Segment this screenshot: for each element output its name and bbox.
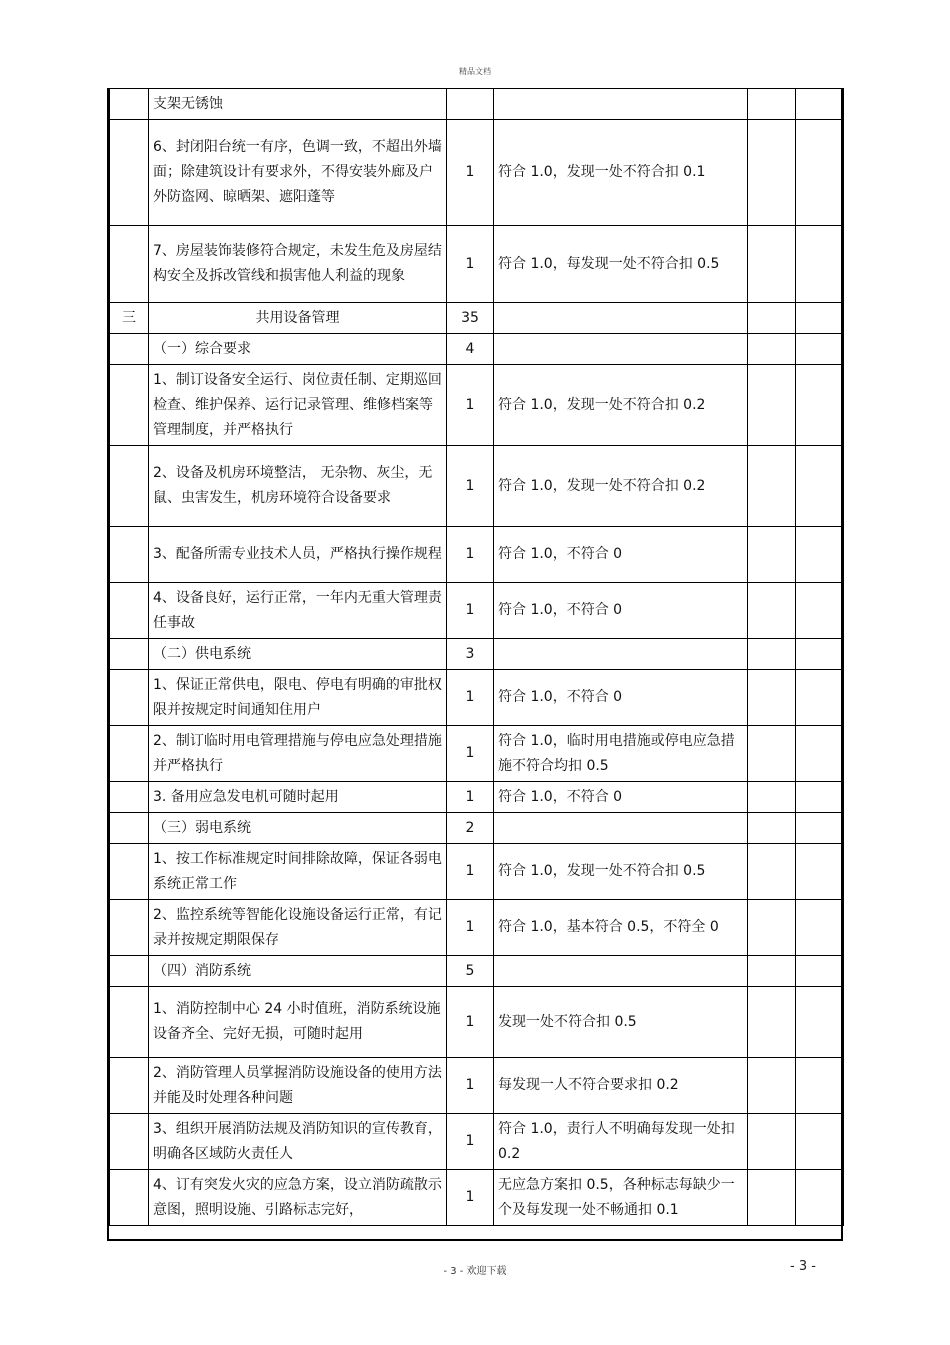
row-score: 1 (447, 844, 494, 900)
row-check-2 (796, 1114, 844, 1170)
row-score: 1 (447, 1058, 494, 1114)
table-row (110, 303, 844, 334)
row-check-2 (796, 303, 844, 334)
row-check-2 (796, 956, 844, 987)
table-row (110, 334, 844, 365)
table-row (110, 120, 844, 226)
row-item: 共用设备管理 (149, 303, 447, 334)
row-standard: 符合 1.0，发现一处不符合扣 0.1 (494, 120, 748, 226)
table-row (110, 726, 844, 782)
row-score (447, 89, 494, 120)
row-check-1 (748, 334, 796, 365)
row-check-2 (796, 900, 844, 956)
row-standard: 符合 1.0，责行人不明确每发现一处扣 0.2 (494, 1114, 748, 1170)
row-score: 3 (447, 639, 494, 670)
row-score: 1 (447, 900, 494, 956)
table-row (110, 365, 844, 446)
row-number (110, 1058, 149, 1114)
row-item: 3、配备所需专业技术人员，严格执行操作规程 (149, 527, 447, 583)
row-standard: 符合 1.0，基本符合 0.5，不符全 0 (494, 900, 748, 956)
row-score: 1 (447, 670, 494, 726)
row-standard: 符合 1.0，不符合 0 (494, 527, 748, 583)
row-check-1 (748, 446, 796, 527)
row-standard (494, 639, 748, 670)
row-number: 三 (110, 303, 149, 334)
row-check-1 (748, 956, 796, 987)
row-check-1 (748, 1170, 796, 1226)
row-number (110, 89, 149, 120)
row-standard: 每发现一人不符合要求扣 0.2 (494, 1058, 748, 1114)
row-score: 4 (447, 334, 494, 365)
row-number (110, 1170, 149, 1226)
row-check-2 (796, 1170, 844, 1226)
row-check-2 (796, 226, 844, 303)
row-score: 1 (447, 1114, 494, 1170)
row-score: 1 (447, 583, 494, 639)
row-number (110, 639, 149, 670)
row-standard (494, 956, 748, 987)
row-item: （三）弱电系统 (149, 813, 447, 844)
row-check-1 (748, 583, 796, 639)
table-row (110, 639, 844, 670)
row-check-2 (796, 446, 844, 527)
row-score: 1 (447, 527, 494, 583)
row-standard: 无应急方案扣 0.5，各种标志每缺少一个及每发现一处不畅通扣 0.1 (494, 1170, 748, 1226)
row-standard: 符合 1.0，发现一处不符合扣 0.2 (494, 365, 748, 446)
row-check-1 (748, 900, 796, 956)
header-label: 精品文档 (459, 67, 491, 76)
table-row (110, 1170, 844, 1226)
row-standard (494, 89, 748, 120)
row-number (110, 1114, 149, 1170)
row-item: 支架无锈蚀 (149, 89, 447, 120)
row-check-2 (796, 1058, 844, 1114)
row-number (110, 334, 149, 365)
row-number (110, 956, 149, 987)
row-score: 5 (447, 956, 494, 987)
row-check-2 (796, 987, 844, 1058)
row-standard (494, 303, 748, 334)
row-number (110, 446, 149, 527)
table-row (110, 782, 844, 813)
row-check-1 (748, 670, 796, 726)
row-number (110, 365, 149, 446)
row-check-1 (748, 89, 796, 120)
row-score: 1 (447, 987, 494, 1058)
row-check-2 (796, 844, 844, 900)
table-row (110, 226, 844, 303)
row-number (110, 226, 149, 303)
row-check-1 (748, 844, 796, 900)
row-score: 2 (447, 813, 494, 844)
row-item: 2、制订临时用电管理措施与停电应急处理措施并严格执行 (149, 726, 447, 782)
row-check-2 (796, 120, 844, 226)
footer-page-number: - 3 - (790, 1259, 816, 1274)
row-standard (494, 334, 748, 365)
row-standard: 符合 1.0，不符合 0 (494, 670, 748, 726)
row-check-2 (796, 782, 844, 813)
row-check-1 (748, 1114, 796, 1170)
row-standard: 符合 1.0，发现一处不符合扣 0.5 (494, 844, 748, 900)
row-item: 3. 备用应急发电机可随时起用 (149, 782, 447, 813)
row-check-1 (748, 527, 796, 583)
row-standard: 符合 1.0，不符合 0 (494, 583, 748, 639)
row-score: 1 (447, 446, 494, 527)
row-check-2 (796, 334, 844, 365)
footer-page-label: - 3 - 欢迎下载 (443, 1266, 507, 1277)
row-check-2 (796, 89, 844, 120)
table-row (110, 583, 844, 639)
row-item: （二）供电系统 (149, 639, 447, 670)
row-check-2 (796, 365, 844, 446)
row-score: 1 (447, 1170, 494, 1226)
row-standard: 发现一处不符合扣 0.5 (494, 987, 748, 1058)
row-item: （四）消防系统 (149, 956, 447, 987)
row-check-1 (748, 1058, 796, 1114)
scoring-table (107, 88, 843, 1241)
row-number (110, 120, 149, 226)
row-item: 4、订有突发火灾的应急方案，设立消防疏散示意图，照明设施、引路标志完好， (149, 1170, 447, 1226)
table-row (110, 956, 844, 987)
row-standard: 符合 1.0，每发现一处不符合扣 0.5 (494, 226, 748, 303)
row-check-1 (748, 120, 796, 226)
row-item: 1、按工作标准规定时间排除故障，保证各弱电系统正常工作 (149, 844, 447, 900)
row-standard: 符合 1.0，临时用电措施或停电应急措施不符合均扣 0.5 (494, 726, 748, 782)
row-check-1 (748, 726, 796, 782)
row-item: 1、消防控制中心 24 小时值班，消防系统设施设备齐全、完好无损，可随时起用 (149, 987, 447, 1058)
row-item: 2、监控系统等智能化设施设备运行正常，有记录并按规定期限保存 (149, 900, 447, 956)
row-check-2 (796, 813, 844, 844)
table-row (110, 670, 844, 726)
row-check-1 (748, 813, 796, 844)
row-number (110, 844, 149, 900)
row-standard: 符合 1.0，不符合 0 (494, 782, 748, 813)
row-item: 2、设备及机房环境整洁， 无杂物、灰尘，无鼠、虫害发生，机房环境符合设备要求 (149, 446, 447, 527)
row-standard: 符合 1.0，发现一处不符合扣 0.2 (494, 446, 748, 527)
table-row (110, 446, 844, 527)
row-number (110, 987, 149, 1058)
row-number (110, 583, 149, 639)
row-score: 35 (447, 303, 494, 334)
row-check-1 (748, 782, 796, 813)
row-score: 1 (447, 365, 494, 446)
row-number (110, 527, 149, 583)
row-item: 7、房屋装饰装修符合规定，未发生危及房屋结构安全及拆改管线和损害他人利益的现象 (149, 226, 447, 303)
table-row (110, 527, 844, 583)
row-check-2 (796, 670, 844, 726)
row-item: 1、保证正常供电，限电、停电有明确的审批权限并按规定时间通知住用户 (149, 670, 447, 726)
row-check-1 (748, 365, 796, 446)
row-number (110, 900, 149, 956)
table-row (110, 1058, 844, 1114)
table-row (110, 900, 844, 956)
row-standard (494, 813, 748, 844)
row-score: 1 (447, 726, 494, 782)
table-row (110, 813, 844, 844)
table-row (110, 844, 844, 900)
row-item: 6、封闭阳台统一有序，色调一致，不超出外墙面；除建筑设计有要求外，不得安装外廊及户外防盗网、晾晒架、遮阳蓬等 (149, 120, 447, 226)
row-check-1 (748, 303, 796, 334)
row-item: （一）综合要求 (149, 334, 447, 365)
table-row (110, 987, 844, 1058)
row-item: 2、消防管理人员掌握消防设施设备的使用方法并能及时处理各种问题 (149, 1058, 447, 1114)
row-item: 4、设备良好，运行正常，一年内无重大管理责任事故 (149, 583, 447, 639)
row-check-1 (748, 226, 796, 303)
row-check-2 (796, 527, 844, 583)
row-score: 1 (447, 120, 494, 226)
row-check-2 (796, 583, 844, 639)
row-score: 1 (447, 226, 494, 303)
row-number (110, 726, 149, 782)
row-number (110, 670, 149, 726)
row-score: 1 (447, 782, 494, 813)
row-number (110, 813, 149, 844)
row-number (110, 782, 149, 813)
row-check-1 (748, 639, 796, 670)
row-check-1 (748, 987, 796, 1058)
row-check-2 (796, 639, 844, 670)
row-check-2 (796, 726, 844, 782)
table-grid (109, 88, 844, 1226)
table-row (110, 1114, 844, 1170)
row-item: 3、组织开展消防法规及消防知识的宣传教育，明确各区域防火责任人 (149, 1114, 447, 1170)
table-row (110, 89, 844, 120)
row-item: 1、制订设备安全运行、岗位责任制、定期巡回检查、维护保养、运行记录管理、维修档案等管理制度，并严格执行 (149, 365, 447, 446)
